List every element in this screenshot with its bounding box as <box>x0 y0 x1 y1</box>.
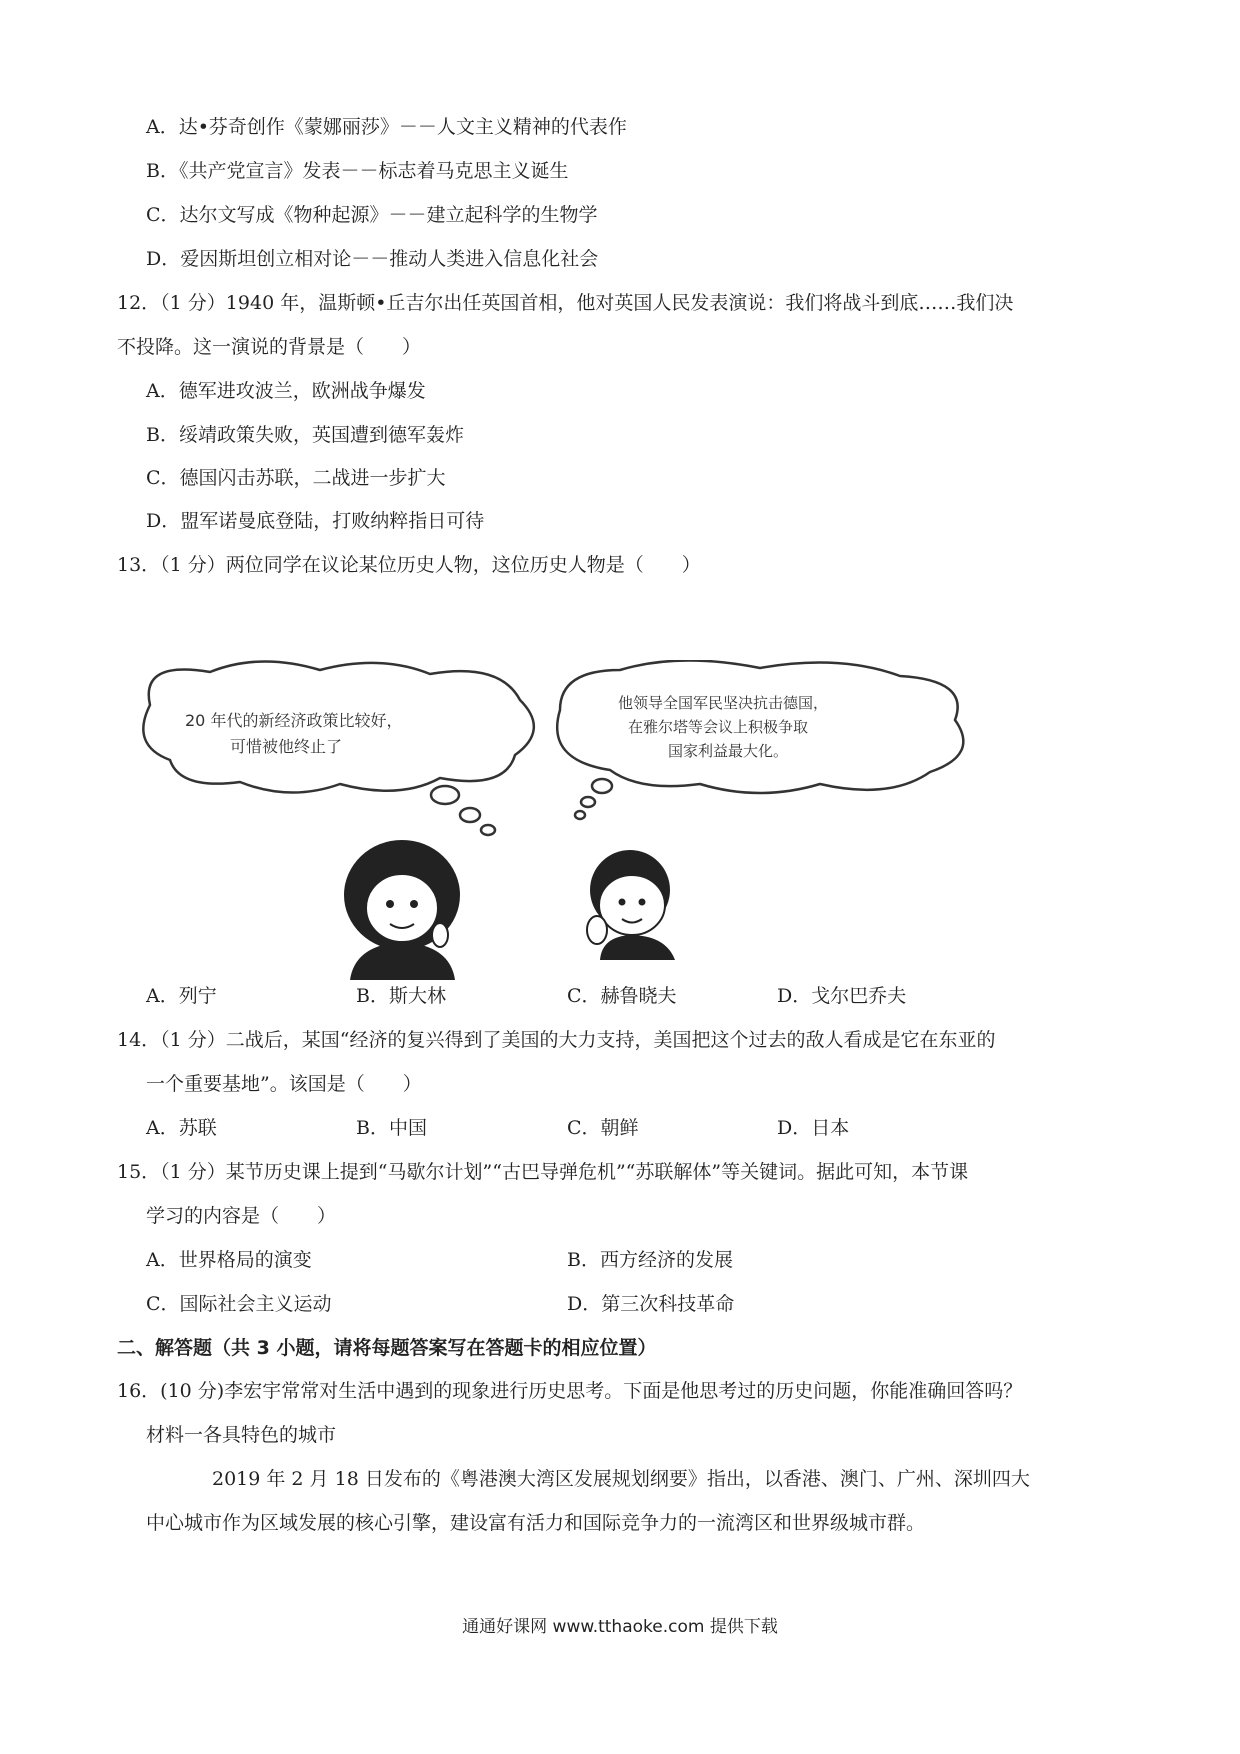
q13-option-b: B．斯大林 <box>356 985 446 1007</box>
q11-option-c: C．达尔文写成《物种起源》－－建立起科学的生物学 <box>146 204 598 226</box>
q14-option-a: A．苏联 <box>146 1117 217 1139</box>
q11-option-b: B．《共产党宣言》发表－－标志着马克思主义诞生 <box>146 160 569 182</box>
section-heading: 二、解答题（共 3 小题，请将每题答案写在答题卡的相应位置） <box>117 1337 657 1359</box>
bubble-right-line2: 在雅尔塔等会议上积极争取 <box>628 718 809 736</box>
q14-option-d: D．日本 <box>777 1117 850 1139</box>
q14-stem-line1: 14．（1 分）二战后，某国“经济的复兴得到了美国的大力支持，美国把这个过去的敌人看成是它在东亚的 <box>117 1029 996 1051</box>
material-title: 材料一各具特色的城市 <box>146 1424 337 1446</box>
bubble-right-line1: 他领导全国军民坚决抗击德国， <box>618 694 829 712</box>
q12-option-d: D．盟军诺曼底登陆，打败纳粹指日可待 <box>146 510 485 532</box>
q13-option-c: C．赫鲁晓夫 <box>567 985 677 1007</box>
q15-stem-line2: 学习的内容是（ ） <box>146 1205 337 1227</box>
q15-option-c: C．国际社会主义运动 <box>146 1293 332 1315</box>
q12-option-b: B．绥靖政策失败，英国遭到德军轰炸 <box>146 424 464 446</box>
q11-option-a: A．达•芬奇创作《蒙娜丽莎》－－人文主义精神的代表作 <box>146 116 627 138</box>
q11-option-d: D．爱因斯坦创立相对论－－推动人类进入信息化社会 <box>146 248 599 270</box>
q12-stem-line2: 不投降。这一演说的背景是（ ） <box>117 336 422 358</box>
boy-student-figure <box>587 850 675 960</box>
q14-stem-line2: 一个重要基地”。该国是（ ） <box>146 1073 422 1095</box>
q15-option-a: A．世界格局的演变 <box>146 1249 312 1271</box>
bubble-right-line3: 国家利益最大化。 <box>668 742 789 760</box>
q13-stem: 13．（1 分）两位同学在议论某位历史人物，这位历史人物是（ ） <box>117 554 701 576</box>
q16-stem: 16．(10 分)李宏宇常常对生活中遇到的现象进行历史思考。下面是他思考过的历史问题，你能准确回答吗？ <box>117 1380 1023 1402</box>
bubble-left-line2: 可惜被他终止了 <box>230 737 343 756</box>
q13-option-d: D．戈尔巴乔夫 <box>777 985 907 1007</box>
q12-option-a: A．德军进攻波兰，欧洲战争爆发 <box>146 380 426 402</box>
material-para-line2: 中心城市作为区域发展的核心引擎，建设富有活力和国际竞争力的一流湾区和世界级城市群。 <box>146 1512 926 1534</box>
q12-option-c: C．德国闪击苏联，二战进一步扩大 <box>146 467 446 489</box>
q15-option-b: B．西方经济的发展 <box>567 1249 733 1271</box>
page-footer: 通通好课网 www.tthaoke.com 提供下载 <box>462 1617 778 1637</box>
q14-option-b: B．中国 <box>356 1117 427 1139</box>
q13-option-a: A．列宁 <box>146 985 217 1007</box>
bubble-left-line1: 20 年代的新经济政策比较好， <box>185 711 403 730</box>
q12-stem-line1: 12．（1 分）1940 年，温斯顿•丘吉尔出任英国首相，他对英国人民发表演说：我们将战斗到底……我们决 <box>117 292 1014 314</box>
q14-option-c: C．朝鲜 <box>567 1117 639 1139</box>
thought-bubble-right <box>557 660 963 819</box>
q15-stem-line1: 15．（1 分）某节历史课上提到“马歇尔计划”“古巴导弹危机”“苏联解体”等关键词。据此可知，本节课 <box>117 1161 969 1183</box>
q15-option-d: D．第三次科技革命 <box>567 1293 735 1315</box>
material-para-line1: 2019 年 2 月 18 日发布的《粤港澳大湾区发展规划纲要》指出，以香港、澳门、广州、深圳四大 <box>212 1468 1030 1490</box>
girl-student-figure <box>344 840 460 980</box>
cartoon-illustration <box>140 660 1080 980</box>
